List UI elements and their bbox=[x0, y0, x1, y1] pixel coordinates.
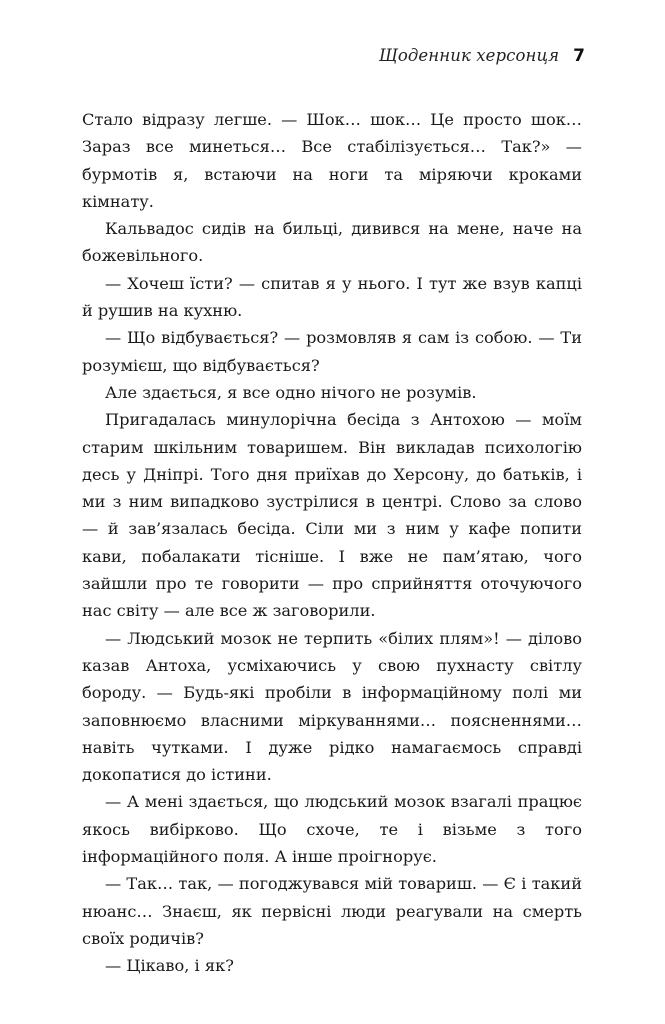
paragraph: — Цікаво, і як? bbox=[105, 956, 234, 976]
page-number: 7 bbox=[573, 46, 585, 66]
paragraph: — Що відбувається? — розмовляв я сам із собою. — Ти розумієш, що відбувається? bbox=[82, 328, 582, 375]
paragraph: Кальвадос сидів на бильці, дивився на мене, наче на божевільного. bbox=[82, 219, 582, 266]
paragraph: — Хочеш їсти? — спитав я у нього. І тут же взув капці й рушив на кухню. bbox=[82, 273, 582, 321]
paragraph: — Так… так, — погоджувався мій товариш. — Є і такий нюанс… Знаєш, як первісні люди реагували на смерть своїх родичів? bbox=[82, 874, 582, 948]
paragraph: Стало відразу легше. — Шок… шок… Це просто шок… Зараз все минеться… Все стабілізується… Так?» — бурмотів я, встаючи на ноги та міряючи кроками кімнату. bbox=[82, 110, 582, 211]
page-header bbox=[379, 46, 585, 70]
paragraph: — Людський мозок не терпить «білих плям»! — ділово казав Антоха, усміхаючись у свою пухнасту світлу бороду. — Будь-які пробіли в інформаційному полі ми заповнюємо власними міркуваннями… поясненнями… навіть чутками. І дуже рідко намагаємось справді докопатися до істини. bbox=[82, 628, 582, 785]
paragraph: Але здається, я все одно нічого не розумів. bbox=[105, 382, 477, 402]
running-title: Щоденник херсонця bbox=[378, 46, 560, 65]
paragraph: — А мені здається, що людський мозок взагалі працює якось вибірково. Що схоче, те і візьме з того інформаційного поля. А інше проігнорує. bbox=[82, 792, 582, 867]
paragraph: Пригадалась минулорічна бесіда з Антохою — моїм старим шкільним товаришем. Він викладав психологію десь у Дніпрі. Того дня приїхав до Херсону, до батьків, і ми з ним випадково зустрілися в центрі. Слово за слово — й зав’язалась бесіда. Сіли ми з ним у кафе попити кави, побалакати тісніше. І вже не пам’ятаю, чого зайшли про те говорити — про сприйняття оточуючого нас світу — але все ж заговорили. bbox=[82, 410, 582, 621]
body-text bbox=[82, 106, 582, 980]
